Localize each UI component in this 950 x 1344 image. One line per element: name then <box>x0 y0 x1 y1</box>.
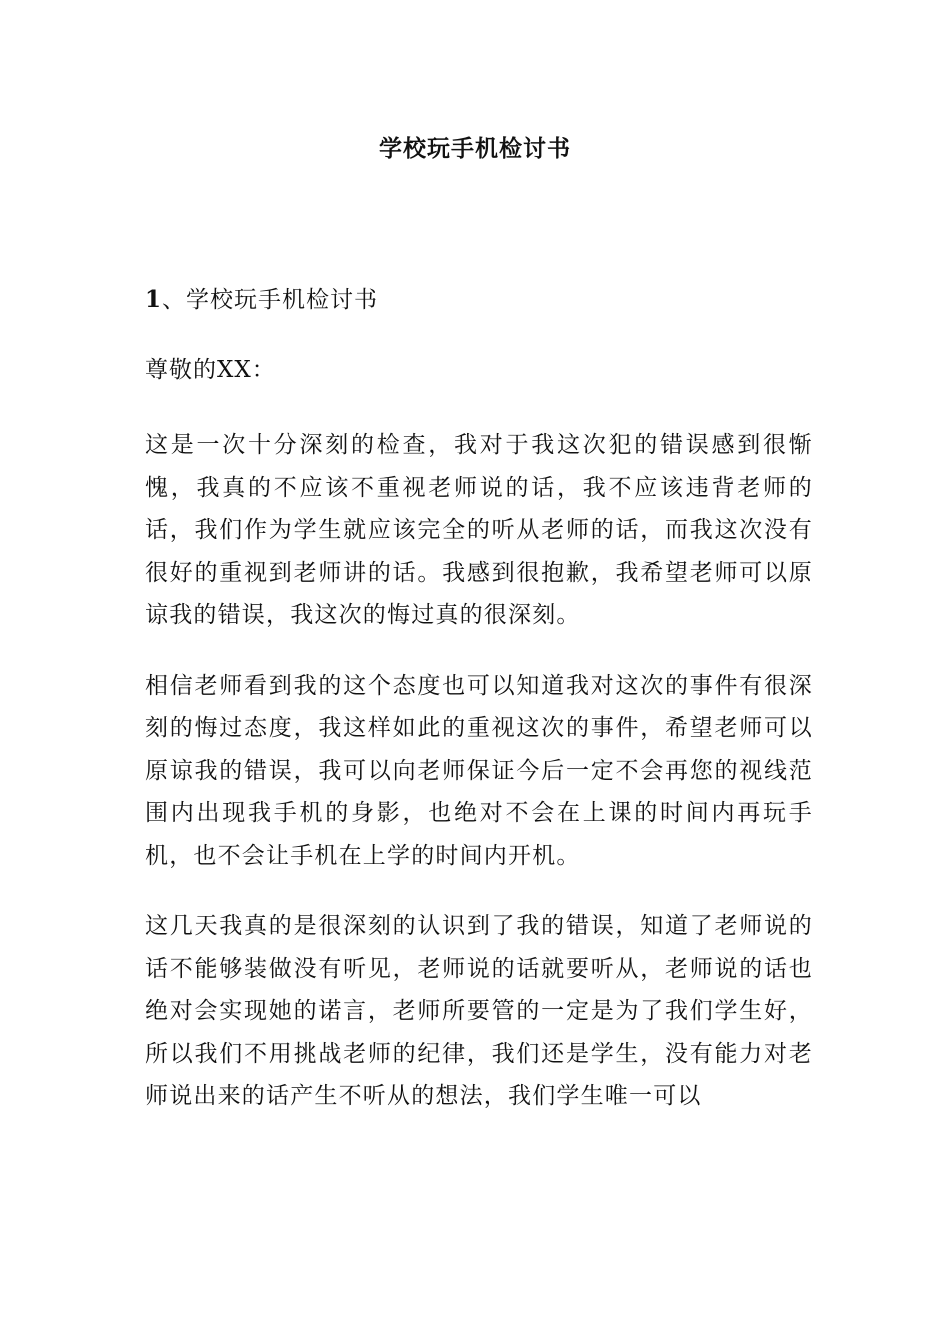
section-separator: 、 <box>162 287 187 313</box>
document-title: 学校玩手机检讨书 <box>379 135 571 162</box>
paragraph-2: 相信老师看到我的这个态度也可以知道我对这次的事件有很深刻的悔过态度，我这样如此的重视这次的事件，希望老师可以原谅我的错误，我可以向老师保证今后一定不会再您的视线范围内出现我手机的身影，也绝对不会在上课的时间内再玩手机，也不会让手机在上学的时间内开机。 <box>145 672 813 869</box>
salutation: 尊敬的XX： <box>145 357 276 383</box>
document-body <box>145 282 813 1146</box>
section-heading <box>145 282 813 318</box>
paragraph-3: 这几天我真的是很深刻的认识到了我的错误，知道了老师说的话不能够装做没有听见，老师说的话就要听从，老师说的话也绝对会实现她的诺言，老师所要管的一定是为了我们学生好，所以我们不用挑战老师的纪律，我们还是学生，没有能力对老师说出来的话产生不听从的想法，我们学生唯一可以 <box>145 913 813 1109</box>
section-heading-text: 学校玩手机检讨书 <box>186 287 379 313</box>
section-number: 1 <box>145 286 163 313</box>
paragraph-1: 这是一次十分深刻的检查，我对于我这次犯的错误感到很惭愧，我真的不应该不重视老师说的话，我不应该违背老师的话，我们作为学生就应该完全的听从老师的话，而我这次没有很好的重视到老师讲的话。我感到很抱歉，我希望老师可以原谅我的错误，我这次的悔过真的很深刻。 <box>145 432 813 628</box>
